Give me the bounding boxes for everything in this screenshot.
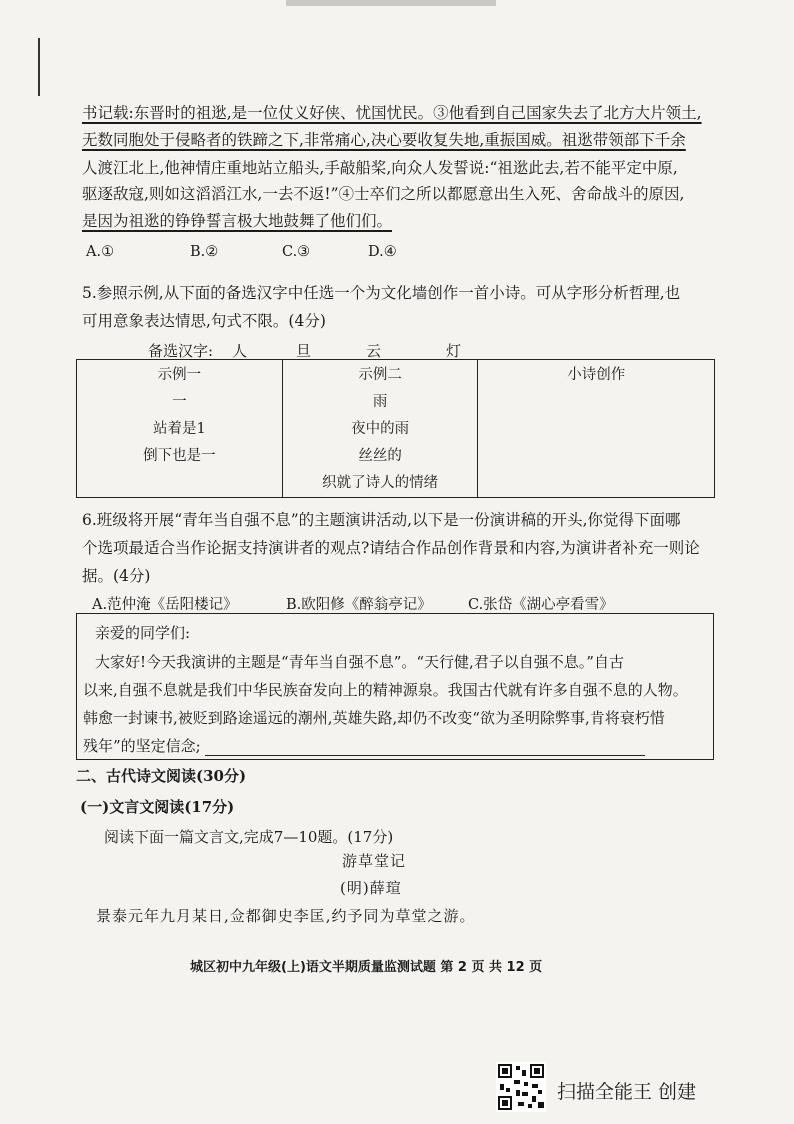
q6-prompt: 6.班级将开展“青年当自强不息”的主题演讲活动,以下是一份演讲稿的开头,你觉得下面哪 bbox=[82, 511, 681, 529]
cell-title: 小诗创作 bbox=[567, 367, 626, 383]
speech-line: 以来,自强不息就是我们中华民族奋发向上的精神源泉。我国古代就有许多自强不息的人物。 bbox=[83, 681, 688, 699]
text-title: 游草堂记 bbox=[342, 852, 407, 870]
margin-mark bbox=[38, 38, 40, 96]
text-first-line: 景泰元年九月某日,佥都御史李匡,约予同为草堂之游。 bbox=[96, 907, 476, 925]
reading-instruction: 阅读下面一篇文言文,完成7—10题。(17分) bbox=[104, 828, 394, 846]
speech-line: 大家好!今天我演讲的主题是“青年当自强不息”。“天行健,君子以自强不息。”自古 bbox=[95, 653, 624, 671]
q6-prompt: 据。(4分) bbox=[82, 567, 151, 585]
cell-line: 织就了诗人的情绪 bbox=[322, 475, 439, 491]
cell-title: 示例二 bbox=[358, 367, 402, 383]
cell-line: 夜中的雨 bbox=[351, 421, 410, 437]
speech-line: 残年”的坚定信念; bbox=[83, 737, 201, 755]
scan-artifact bbox=[286, 0, 496, 6]
option-a[interactable]: A.范仲淹《岳阳楼记》 bbox=[92, 597, 238, 613]
passage-line: 无数同胞处于侵略者的铁蹄之下,非常痛心,决心要收复失地,重振国威。祖逖带领部下千余 bbox=[82, 131, 686, 149]
candidate-characters bbox=[148, 340, 468, 360]
passage-line: 是因为祖逖的铮铮誓言极大地鼓舞了他们们。 bbox=[82, 212, 393, 230]
option-c[interactable]: C.③ bbox=[282, 244, 311, 260]
cell-line: 雨 bbox=[372, 394, 388, 410]
text-author: (明)薛瑄 bbox=[340, 879, 402, 897]
q5-prompt: 5.参照示例,从下面的备选汉字中任选一个为文化墙创作一首小诗。可从字形分析哲理,也 bbox=[82, 284, 681, 302]
q5-prompt: 可用意象表达情思,句式不限。(4分) bbox=[82, 312, 326, 330]
option-b[interactable]: B.欧阳修《醉翁亭记》 bbox=[286, 597, 432, 613]
option-a[interactable]: A.① bbox=[86, 244, 115, 260]
cell-line: 倒下也是一 bbox=[143, 448, 216, 464]
passage-line: 书记载:东晋时的祖逖,是一位仗义好侠、忧国忧民。③他看到自己国家失去了北方大片领土, bbox=[82, 104, 702, 122]
option-b[interactable]: B.② bbox=[190, 244, 219, 260]
speech-line: 韩愈一封谏书,被贬到路途遥远的潮州,英雄失路,却仍不改变“欲为圣明除弊事,肯将衰朽惜 bbox=[83, 709, 665, 727]
poem-table bbox=[76, 359, 715, 498]
answer-blank[interactable] bbox=[205, 741, 645, 756]
option-c[interactable]: C.张岱《湖心亭看雪》 bbox=[468, 597, 614, 613]
page-footer: 城区初中九年级(上)语文半期质量监测试题 第 2 页 共 12 页 bbox=[190, 960, 543, 975]
passage-line: 人渡江北上,他神情庄重地站立船头,手敲船桨,向众人发誓说:“祖逖此去,若不能平定中原, bbox=[82, 159, 678, 177]
scanner-watermark: 扫描全能王 创建 bbox=[557, 1081, 697, 1103]
candidate-char: 人 bbox=[232, 342, 248, 360]
q6-prompt: 个选项最适合当作论据支持演讲者的观点?请结合作品创作背景和内容,为演讲者补充一则论 bbox=[82, 539, 700, 557]
candidate-char: 灯 bbox=[446, 342, 462, 360]
candidate-char: 云 bbox=[366, 342, 382, 360]
speech-box bbox=[76, 613, 714, 760]
candidates-label: 备选汉字: bbox=[148, 342, 214, 360]
speech-greeting: 亲爱的同学们: bbox=[95, 624, 191, 642]
poem-creation-cell[interactable] bbox=[478, 360, 715, 498]
passage-line: 驱逐敌寇,则如这滔滔江水,一去不返!”④士卒们之所以都愿意出生入死、舍命战斗的原因, bbox=[82, 185, 685, 203]
example-one-cell bbox=[77, 360, 283, 498]
cell-line: 一 bbox=[172, 394, 187, 410]
cell-title: 示例一 bbox=[157, 367, 202, 383]
qr-code-icon bbox=[496, 1062, 546, 1112]
option-d[interactable]: D.④ bbox=[368, 244, 397, 260]
example-two-cell bbox=[282, 360, 478, 498]
section-heading: 二、古代诗文阅读(30分) bbox=[76, 767, 247, 785]
subsection-heading: (一)文言文阅读(17分) bbox=[80, 798, 235, 816]
cell-line: 丝丝的 bbox=[358, 448, 402, 464]
candidate-char: 旦 bbox=[296, 342, 312, 360]
speech-last-line bbox=[83, 735, 645, 756]
cell-line: 站着是1 bbox=[152, 421, 206, 437]
